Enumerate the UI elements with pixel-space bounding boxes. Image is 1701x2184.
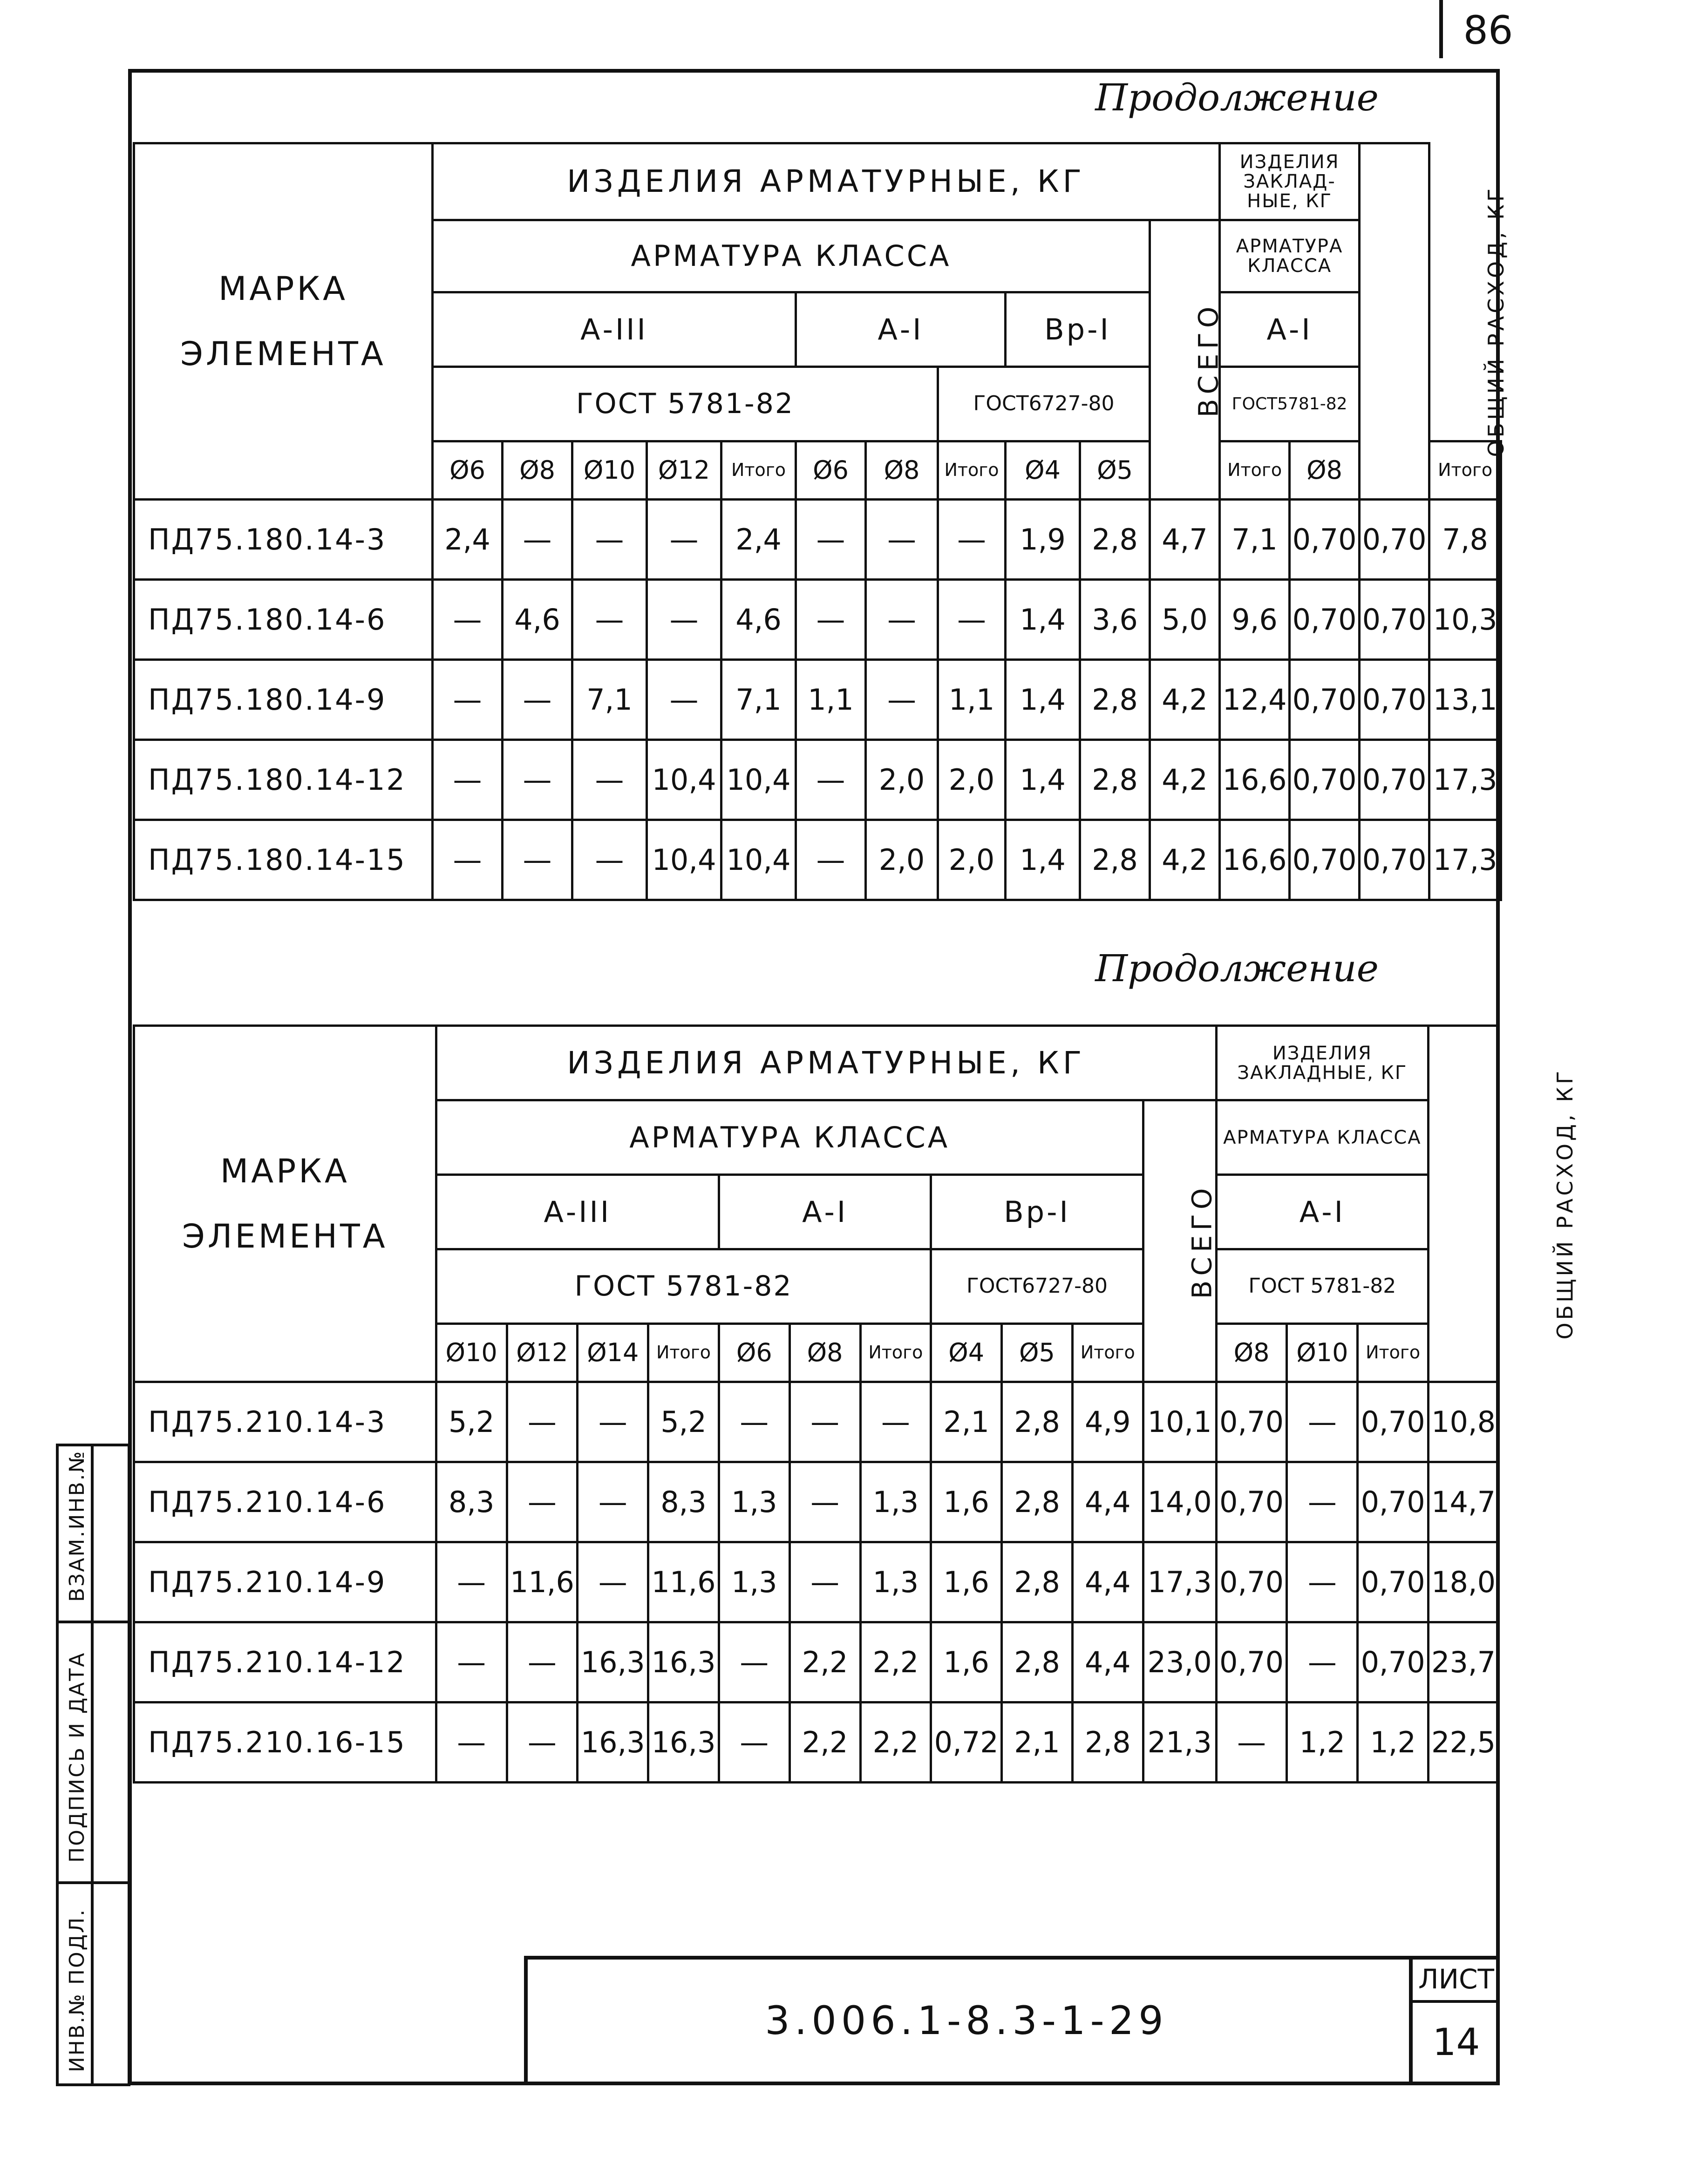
table-cell: 22,5 — [1429, 1702, 1499, 1783]
table-cell: 4,4 — [1072, 1542, 1143, 1622]
table-cell: 4,6 — [503, 580, 572, 660]
table-cell: — — [719, 1382, 789, 1462]
row-marka: ПД75.180.14-3 — [134, 500, 433, 580]
table-cell: 1,1 — [796, 660, 866, 740]
table2-gost-b: ГОСТ6727-80 — [931, 1249, 1143, 1324]
table-cell: — — [436, 1622, 507, 1702]
table-cell: 1,4 — [1006, 660, 1080, 740]
table-cell: — — [860, 1382, 931, 1462]
table-cell: 5,2 — [648, 1382, 719, 1462]
table2-col-label: Итого — [648, 1324, 719, 1382]
table-cell: — — [1287, 1542, 1358, 1622]
table-cell: 2,8 — [1080, 740, 1150, 820]
table-cell: — — [1287, 1462, 1358, 1542]
table2-class-vr1: Вр-I — [931, 1175, 1143, 1249]
table-cell: — — [796, 500, 866, 580]
table-cell: — — [433, 580, 503, 660]
table1-col-label: Итого — [1220, 441, 1290, 500]
table1-col-label: Итого — [721, 441, 796, 500]
table-row — [134, 660, 1501, 740]
table2-izdelia-arm-header: ИЗДЕЛИЯ АРМАТУРНЫЕ, КГ — [436, 1026, 1216, 1100]
table-cell: — — [1287, 1622, 1358, 1702]
side-stamp-divider — [91, 1444, 94, 2086]
table-cell: 0,70 — [1358, 1462, 1429, 1542]
table1-col-label: Ø12 — [647, 441, 721, 500]
table1-class-a1: А-I — [796, 292, 1006, 367]
table-row — [134, 500, 1501, 580]
table-cell: 1,3 — [860, 1542, 931, 1622]
table2-armatura-klassa: АРМАТУРА КЛАССА — [436, 1100, 1143, 1175]
table-cell: 18,0 — [1429, 1542, 1499, 1622]
row-marka: ПД75.210.14-6 — [134, 1462, 436, 1542]
stamp-podpis-data: ПОДПИСЬ И ДАТА — [65, 1651, 89, 1863]
table2-marka-line2: ЭЛЕМЕНТА — [182, 1217, 388, 1255]
table-cell: 0,70 — [1290, 660, 1360, 740]
table-cell: 1,4 — [1006, 580, 1080, 660]
table-cell: 17,3 — [1429, 820, 1501, 900]
table-cell: 4,2 — [1150, 820, 1220, 900]
table-cell: 12,4 — [1220, 660, 1290, 740]
table2-col-label: Ø6 — [719, 1324, 789, 1382]
stamp-inv-podl: ИНВ.№ ПОДЛ. — [65, 1908, 89, 2072]
table1-col-label: Ø8 — [503, 441, 572, 500]
table2-marka-header — [134, 1026, 436, 1382]
table-cell: — — [719, 1622, 789, 1702]
table1-izdelia-arm-header: ИЗДЕЛИЯ АРМАТУРНЫЕ, КГ — [433, 143, 1220, 220]
table-cell: — — [436, 1542, 507, 1622]
table1-class-vr1: Вр-I — [1006, 292, 1150, 367]
table-cell: 0,70 — [1358, 1622, 1429, 1702]
table-cell: 5,2 — [436, 1382, 507, 1462]
row-marka: ПД75.180.14-15 — [134, 820, 433, 900]
table-cell: 1,6 — [931, 1622, 1002, 1702]
table1-marka-line1: МАРКА — [218, 270, 348, 308]
table-cell: 10,4 — [721, 740, 796, 820]
table-cell: 16,6 — [1220, 740, 1290, 820]
table-cell: 1,3 — [860, 1462, 931, 1542]
table1-col-label: Итого — [1429, 441, 1501, 500]
table-cell: 1,1 — [938, 660, 1006, 740]
table-cell: 2,8 — [1002, 1462, 1073, 1542]
table-cell: — — [578, 1462, 648, 1542]
table-cell: 0,70 — [1290, 820, 1360, 900]
table1-vsego-label: ВСЕГО — [1192, 302, 1225, 418]
table1-marka-line2: ЭЛЕМЕНТА — [180, 335, 386, 373]
table-cell: — — [1287, 1382, 1358, 1462]
table-cell: 2,1 — [1002, 1702, 1073, 1783]
table-cell: — — [507, 1622, 578, 1702]
table-cell: — — [719, 1702, 789, 1783]
table-cell: 2,1 — [931, 1382, 1002, 1462]
table-cell: 2,4 — [721, 500, 796, 580]
table-cell: 13,1 — [1429, 660, 1501, 740]
table-cell: 1,6 — [931, 1462, 1002, 1542]
table-cell: 1,6 — [931, 1542, 1002, 1622]
table2-gost-zakl: ГОСТ 5781-82 — [1216, 1249, 1428, 1324]
sheet-number: 14 — [1432, 2021, 1480, 2064]
table2-col-label: Ø12 — [507, 1324, 578, 1382]
table2-zakl-klass: АРМАТУРА КЛАССА — [1216, 1100, 1428, 1175]
table-cell: 8,3 — [436, 1462, 507, 1542]
row-marka: ПД75.180.14-9 — [134, 660, 433, 740]
table-cell: — — [572, 580, 647, 660]
table-cell: 0,72 — [931, 1702, 1002, 1783]
table-cell: 7,1 — [572, 660, 647, 740]
row-marka: ПД75.210.16-15 — [134, 1702, 436, 1783]
table-cell: — — [647, 660, 721, 740]
table-cell: — — [507, 1382, 578, 1462]
table-cell: 17,3 — [1143, 1542, 1216, 1622]
table-cell: 16,3 — [648, 1702, 719, 1783]
table-cell: 2,0 — [866, 820, 938, 900]
table1-col-label: Ø8 — [866, 441, 938, 500]
table-cell: 10,4 — [647, 820, 721, 900]
table-cell: 10,8 — [1429, 1382, 1499, 1462]
table-cell: 2,8 — [1080, 820, 1150, 900]
table1-col-label: Ø8 — [1290, 441, 1360, 500]
table-cell: 14,0 — [1143, 1462, 1216, 1542]
table1-zakl-class-a1: А-I — [1220, 292, 1360, 367]
table-cell: 4,2 — [1150, 740, 1220, 820]
row-marka: ПД75.180.14-12 — [134, 740, 433, 820]
side-stamp-divider — [56, 1881, 130, 1884]
side-stamp-divider — [56, 1621, 130, 1623]
table-cell: 2,0 — [866, 740, 938, 820]
table-cell: 17,3 — [1429, 740, 1501, 820]
table-cell: 2,8 — [1002, 1542, 1073, 1622]
table2-col-label: Ø10 — [1287, 1324, 1358, 1382]
table-cell: 11,6 — [648, 1542, 719, 1622]
table-cell: 4,2 — [1150, 660, 1220, 740]
table-cell: — — [578, 1382, 648, 1462]
table-cell: 2,0 — [938, 820, 1006, 900]
table1-col-label: Итого — [938, 441, 1006, 500]
table-cell: 2,4 — [433, 500, 503, 580]
table-cell: 7,8 — [1429, 500, 1501, 580]
table-cell: — — [503, 740, 572, 820]
table2-total-label: ОБЩИЙ РАСХОД, КГ — [1552, 1068, 1578, 1340]
table-cell: — — [796, 740, 866, 820]
table2-zakl-class-a1: А-I — [1216, 1175, 1428, 1249]
table-cell: 0,70 — [1360, 820, 1429, 900]
table-cell: 7,1 — [721, 660, 796, 740]
table-cell: 11,6 — [507, 1542, 578, 1622]
table-cell: 2,8 — [1080, 500, 1150, 580]
table-cell: — — [503, 660, 572, 740]
row-marka: ПД75.180.14-6 — [134, 580, 433, 660]
table-cell: — — [938, 580, 1006, 660]
table-cell: — — [433, 660, 503, 740]
table-cell: — — [796, 580, 866, 660]
table-cell: — — [507, 1702, 578, 1783]
table-cell: 1,3 — [719, 1462, 789, 1542]
table-cell: 1,2 — [1358, 1702, 1429, 1783]
table-cell: 23,7 — [1429, 1622, 1499, 1702]
table-row — [134, 1542, 1499, 1622]
table-cell: 0,70 — [1358, 1542, 1429, 1622]
table2-col-label: Ø8 — [789, 1324, 860, 1382]
table-row — [134, 1382, 1499, 1462]
table-cell: — — [433, 820, 503, 900]
table-cell: — — [503, 500, 572, 580]
table1-col-label: Ø6 — [796, 441, 866, 500]
table-cell: — — [866, 660, 938, 740]
table-cell: 0,70 — [1290, 500, 1360, 580]
table1-vsego-header — [1150, 220, 1225, 500]
table1-continuation-title: Продолжение — [1095, 76, 1379, 119]
table-cell: 1,4 — [1006, 740, 1080, 820]
table-cell: 4,9 — [1072, 1382, 1143, 1462]
table2-continuation-title: Продолжение — [1095, 947, 1379, 990]
table-cell: 4,4 — [1072, 1622, 1143, 1702]
table2-class-a3: А-III — [436, 1175, 719, 1249]
table-cell: 10,1 — [1143, 1382, 1216, 1462]
table-row — [134, 580, 1501, 660]
table2-col-label: Ø10 — [436, 1324, 507, 1382]
document-code: 3.006.1-8.3-1-29 — [765, 1998, 1168, 2043]
table2-col-label: Ø5 — [1002, 1324, 1073, 1382]
table-row — [134, 820, 1501, 900]
table2-col-label: Ø4 — [931, 1324, 1002, 1382]
table1-col-label: Ø4 — [1006, 441, 1080, 500]
table2 — [133, 1024, 1578, 1784]
table-cell: 4,4 — [1072, 1462, 1143, 1542]
table-row — [134, 1702, 1499, 1783]
table-cell: — — [789, 1382, 860, 1462]
table2-col-label: Итого — [1072, 1324, 1143, 1382]
table-cell: 23,0 — [1143, 1622, 1216, 1702]
table-cell: 2,8 — [1002, 1622, 1073, 1702]
table1-marka-header — [134, 143, 433, 500]
table-cell: — — [572, 740, 647, 820]
table-cell: 2,2 — [789, 1622, 860, 1702]
table-cell: 0,70 — [1216, 1622, 1287, 1702]
table-cell: 0,70 — [1360, 580, 1429, 660]
table-cell: 1,2 — [1287, 1702, 1358, 1783]
table1-col-label: Ø6 — [433, 441, 503, 500]
table-cell: — — [789, 1462, 860, 1542]
row-marka: ПД75.210.14-9 — [134, 1542, 436, 1622]
table1-armatura-klassa: АРМАТУРА КЛАССА — [433, 220, 1150, 292]
table-cell: 10,3 — [1429, 580, 1501, 660]
table-cell: — — [796, 820, 866, 900]
table-cell: 5,0 — [1150, 580, 1220, 660]
table-cell: 16,3 — [578, 1702, 648, 1783]
table-cell: 2,0 — [938, 740, 1006, 820]
table-cell: 2,2 — [789, 1702, 860, 1783]
table-cell: — — [789, 1542, 860, 1622]
table-cell: 0,70 — [1358, 1382, 1429, 1462]
table-cell: 2,2 — [860, 1622, 931, 1702]
table1-class-a3: А-III — [433, 292, 796, 367]
table-cell: — — [938, 500, 1006, 580]
table1-total-label: ОБЩИЙ РАСХОД, КГ — [1483, 185, 1509, 457]
table1-zakl-klass: АРМАТУРА КЛАССА — [1220, 220, 1360, 292]
sheet-label: ЛИСТ — [1418, 1963, 1494, 1995]
table-cell: 0,70 — [1216, 1542, 1287, 1622]
page-number: 86 — [1463, 7, 1513, 53]
table2-col-label: Ø8 — [1216, 1324, 1287, 1382]
table-cell: 2,8 — [1072, 1702, 1143, 1783]
table2-vsego-label: ВСЕГО — [1186, 1183, 1218, 1299]
table2-gost-a: ГОСТ 5781-82 — [436, 1249, 931, 1324]
table1 — [133, 142, 1509, 901]
table-cell: — — [572, 820, 647, 900]
table1-gost-zakl: ГОСТ5781-82 — [1220, 367, 1360, 441]
table-cell: — — [436, 1702, 507, 1783]
table-row — [134, 1462, 1499, 1542]
table2-col-label: Ø14 — [578, 1324, 648, 1382]
table-cell: 7,1 — [1220, 500, 1290, 580]
table-cell: — — [503, 820, 572, 900]
table1-gost-b: ГОСТ6727-80 — [938, 367, 1150, 441]
table-cell: — — [647, 580, 721, 660]
table-cell: 14,7 — [1429, 1462, 1499, 1542]
table-cell: 2,8 — [1080, 660, 1150, 740]
row-marka: ПД75.210.14-3 — [134, 1382, 436, 1462]
table-cell: — — [572, 500, 647, 580]
table-cell: 0,70 — [1216, 1382, 1287, 1462]
table-cell: 16,3 — [578, 1622, 648, 1702]
table-cell: 16,6 — [1220, 820, 1290, 900]
table-cell: — — [647, 500, 721, 580]
table2-class-a1: А-I — [719, 1175, 931, 1249]
table-cell: 4,6 — [721, 580, 796, 660]
table-cell: 0,70 — [1360, 660, 1429, 740]
table2-col-label: Итого — [860, 1324, 931, 1382]
table-row — [134, 1622, 1499, 1702]
table-cell: 16,3 — [648, 1622, 719, 1702]
table-cell: — — [866, 500, 938, 580]
table-cell: — — [866, 580, 938, 660]
table-cell: 3,6 — [1080, 580, 1150, 660]
table-cell: 0,70 — [1216, 1462, 1287, 1542]
table-cell: — — [1216, 1702, 1287, 1783]
table1-col-label: Ø10 — [572, 441, 647, 500]
table-cell: 10,4 — [647, 740, 721, 820]
table-cell: 1,4 — [1006, 820, 1080, 900]
table2-vsego-header — [1143, 1100, 1216, 1382]
table-cell: 1,9 — [1006, 500, 1080, 580]
table2-marka-line1: МАРКА — [220, 1152, 350, 1190]
table1-gost-a: ГОСТ 5781-82 — [433, 367, 938, 441]
table-cell: 4,7 — [1150, 500, 1220, 580]
table1-izdelia-zakl-header: ИЗДЕЛИЯ ЗАКЛАД-НЫЕ, КГ — [1220, 143, 1360, 220]
table-cell: 0,70 — [1290, 580, 1360, 660]
sheet-box-divider — [1409, 1956, 1413, 2085]
table2-izdelia-zakl-header: ИЗДЕЛИЯ ЗАКЛАДНЫЕ, КГ — [1216, 1026, 1428, 1100]
table1-col-label: Ø5 — [1080, 441, 1150, 500]
table-cell: — — [507, 1462, 578, 1542]
table-cell: 10,4 — [721, 820, 796, 900]
stamp-vzam-inv: ВЗАМ.ИНВ.№ — [65, 1450, 89, 1602]
table2-col-label: Итого — [1358, 1324, 1429, 1382]
table2-total-header — [1429, 1026, 1578, 1382]
table-cell: 0,70 — [1360, 740, 1429, 820]
table-cell: 2,2 — [860, 1702, 931, 1783]
table-cell: 21,3 — [1143, 1702, 1216, 1783]
row-marka: ПД75.210.14-12 — [134, 1622, 436, 1702]
table-cell: 9,6 — [1220, 580, 1290, 660]
table-cell: 2,8 — [1002, 1382, 1073, 1462]
table-cell: 8,3 — [648, 1462, 719, 1542]
table-cell: 1,3 — [719, 1542, 789, 1622]
table-cell: — — [433, 740, 503, 820]
table-cell: 0,70 — [1290, 740, 1360, 820]
table-cell: — — [578, 1542, 648, 1622]
page-number-divider — [1439, 0, 1443, 58]
table-row — [134, 740, 1501, 820]
table-cell: 0,70 — [1360, 500, 1429, 580]
